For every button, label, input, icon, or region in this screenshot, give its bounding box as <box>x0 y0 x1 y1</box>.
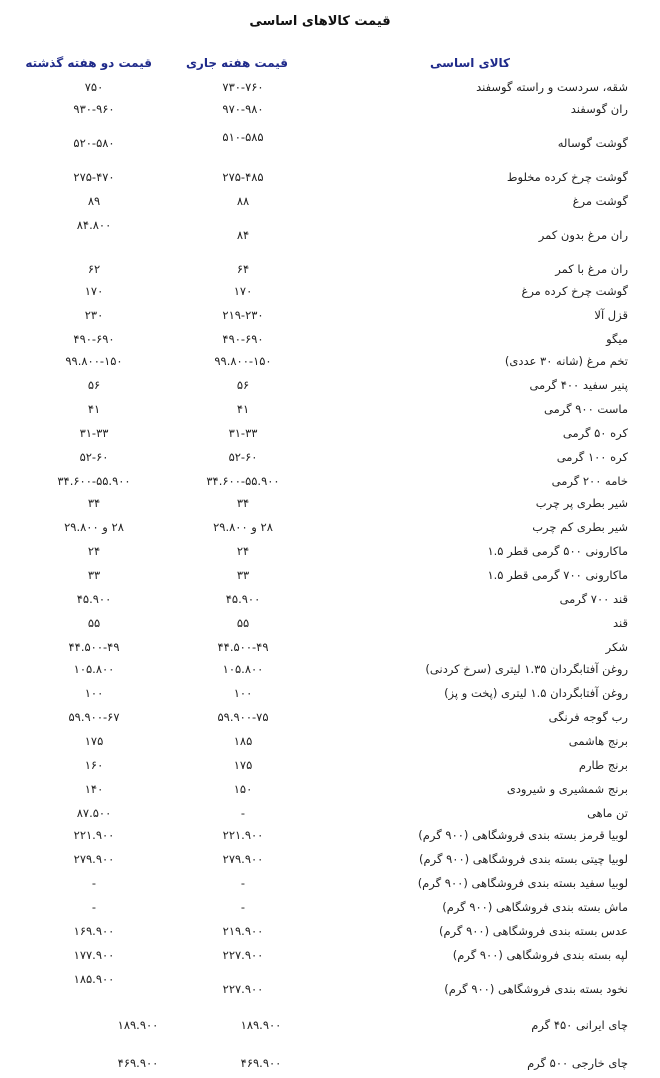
current-price: ۳۴.۶۰۰-۵۵.۹۰۰ <box>206 474 280 488</box>
previous-price: ۱۸۹.۹۰۰ <box>117 1018 159 1032</box>
current-price: ۲۷۹.۹۰۰ <box>222 852 264 866</box>
current-price: ۲۲۷.۹۰۰ <box>222 982 264 996</box>
current-price: ۵۱۰-۵۸۵ <box>222 130 264 144</box>
current-price: ۴۶۹.۹۰۰ <box>240 1056 282 1070</box>
current-price: ۲۱۹-۲۳۰ <box>222 308 264 322</box>
current-price: ۲۲۷.۹۰۰ <box>222 948 264 962</box>
previous-price: ۴۶۹.۹۰۰ <box>117 1056 159 1070</box>
current-price: ۲۸ و ۲۹.۸۰۰ <box>213 520 273 534</box>
current-price: ۱۰۰ <box>233 686 253 700</box>
previous-price: ۵۲۰-۵۸۰ <box>73 136 115 150</box>
current-price: ۱۵۰ <box>233 782 253 796</box>
current-price: ۲۲۱.۹۰۰ <box>222 828 264 842</box>
previous-price: ۲۲۱.۹۰۰ <box>73 828 115 842</box>
previous-price: ۵۶ <box>87 378 101 392</box>
previous-price: ۴۴.۵۰۰-۴۹ <box>68 640 120 654</box>
current-price: ۴۱ <box>236 402 250 416</box>
previous-price: ۲۳۰ <box>84 308 104 322</box>
item-name: لوبیا سفید بسته بندی فروشگاهی (۹۰۰ گرم) <box>417 876 628 890</box>
previous-price: ۷۵۰ <box>84 80 104 94</box>
item-name: گوشت چرخ کرده مخلوط <box>506 170 628 184</box>
item-name: لپه بسته بندی فروشگاهی (۹۰۰ گرم) <box>452 948 628 962</box>
item-name: شیر بطری پر چرب <box>535 496 628 510</box>
current-price: ۱۸۵ <box>233 734 253 748</box>
item-name: کره ۵۰ گرمی <box>562 426 628 440</box>
previous-price: ۱۷۵ <box>84 734 104 748</box>
item-name: عدس بسته بندی فروشگاهی (۹۰۰ گرم) <box>438 924 628 938</box>
current-price: - <box>240 876 246 890</box>
item-name: شکر <box>605 640 628 654</box>
previous-price: ۲۸ و ۲۹.۸۰۰ <box>64 520 124 534</box>
item-name: رب گوجه فرنگی <box>548 710 628 724</box>
item-name: قزل آلا <box>594 308 628 322</box>
item-name: قند <box>612 616 628 630</box>
previous-price: ۱۴۰ <box>84 782 104 796</box>
previous-price: ۱۰۰ <box>84 686 104 700</box>
current-price: ۲۷۵-۴۸۵ <box>222 170 264 184</box>
previous-price: ۳۴ <box>87 496 101 510</box>
item-name: ران مرغ بدون کمر <box>538 228 628 242</box>
previous-price: ۱۸۵.۹۰۰ <box>73 972 115 986</box>
current-price: ۸۸ <box>236 194 250 208</box>
item-name: چای خارجی ۵۰۰ گرم <box>527 1056 628 1070</box>
item-name: برنج هاشمی <box>568 734 628 748</box>
current-price: ۱۰۵.۸۰۰ <box>222 662 264 676</box>
previous-price: ۱۶۹.۹۰۰ <box>73 924 115 938</box>
item-name: ماش بسته بندی فروشگاهی (۹۰۰ گرم) <box>442 900 628 914</box>
header-current-price: قیمت هفته جاری <box>185 56 288 70</box>
previous-price: ۱۷۰ <box>84 284 104 298</box>
previous-price: ۱۶۰ <box>84 758 104 772</box>
previous-price: ۶۲ <box>87 262 101 276</box>
item-name: گوشت مرغ <box>572 194 628 208</box>
item-name: روغن آفتابگردان ۱.۳۵ لیتری (سرخ کردنی) <box>425 662 628 676</box>
current-price: ۳۳ <box>236 568 250 582</box>
previous-price: ۱۷۷.۹۰۰ <box>73 948 115 962</box>
previous-price: ۸۴.۸۰۰ <box>76 218 112 232</box>
current-price: ۵۹.۹۰۰-۷۵ <box>217 710 269 724</box>
item-name: ماکارونی ۷۰۰ گرمی قطر ۱.۵ <box>487 568 628 582</box>
previous-price: ۴۱ <box>87 402 101 416</box>
current-price: ۵۲-۶۰ <box>228 450 258 464</box>
item-name: روغن آفتابگردان ۱.۵ لیتری (پخت و پز) <box>444 686 628 700</box>
item-name: تن ماهی <box>587 806 628 820</box>
previous-price: ۲۷۹.۹۰۰ <box>73 852 115 866</box>
current-price: ۳۱-۳۳ <box>228 426 258 440</box>
current-price: - <box>240 806 246 820</box>
current-price: - <box>240 900 246 914</box>
item-name: شیر بطری کم چرب <box>532 520 628 534</box>
item-name: قند ۷۰۰ گرمی <box>559 592 628 606</box>
current-price: ۸۴ <box>236 228 250 242</box>
previous-price: ۵۵ <box>87 616 101 630</box>
header-previous-price: قیمت دو هفته گذشته <box>25 56 152 70</box>
previous-price: ۵۹.۹۰۰-۶۷ <box>68 710 120 724</box>
previous-price: ۳۱-۳۳ <box>79 426 109 440</box>
current-price: ۴۴.۵۰۰-۴۹ <box>217 640 269 654</box>
current-price: ۵۵ <box>236 616 250 630</box>
previous-price: ۳۴.۶۰۰-۵۵.۹۰۰ <box>57 474 131 488</box>
current-price: ۱۸۹.۹۰۰ <box>240 1018 282 1032</box>
item-name: ران گوسفند <box>570 102 628 116</box>
item-name: لوبیا چیتی بسته بندی فروشگاهی (۹۰۰ گرم) <box>419 852 628 866</box>
previous-price: ۹۹.۸۰۰-۱۵۰ <box>65 354 123 368</box>
item-name: شقه، سردست و راسته گوسفند <box>476 80 628 94</box>
current-price: ۲۴ <box>236 544 250 558</box>
item-name: چای ایرانی ۴۵۰ گرم <box>531 1018 628 1032</box>
previous-price: ۵۲-۶۰ <box>79 450 109 464</box>
previous-price: ۱۰۵.۸۰۰ <box>73 662 115 676</box>
header-item: کالای اساسی <box>430 56 510 70</box>
previous-price: ۸۷.۵۰۰ <box>76 806 112 820</box>
item-name: گوشت گوساله <box>557 136 628 150</box>
current-price: ۶۴ <box>236 262 250 276</box>
previous-price: ۹۳۰-۹۶۰ <box>73 102 115 116</box>
previous-price: ۴۵.۹۰۰ <box>76 592 112 606</box>
previous-price: ۴۹۰-۶۹۰ <box>73 332 115 346</box>
current-price: ۲۱۹.۹۰۰ <box>222 924 264 938</box>
current-price: ۷۳۰-۷۶۰ <box>222 80 264 94</box>
item-name: ماکارونی ۵۰۰ گرمی قطر ۱.۵ <box>487 544 628 558</box>
page-title: قیمت کالاهای اساسی <box>249 14 391 29</box>
current-price: ۴۵.۹۰۰ <box>225 592 261 606</box>
item-name: ران مرغ با کمر <box>555 262 628 276</box>
previous-price: ۲۷۵-۴۷۰ <box>73 170 115 184</box>
item-name: پنیر سفید ۴۰۰ گرمی <box>529 378 628 392</box>
previous-price: ۳۳ <box>87 568 101 582</box>
item-name: لوبیا قرمز بسته بندی فروشگاهی (۹۰۰ گرم) <box>418 828 628 842</box>
previous-price: - <box>91 876 97 890</box>
current-price: ۱۷۰ <box>233 284 253 298</box>
current-price: ۳۴ <box>236 496 250 510</box>
current-price: ۹۹.۸۰۰-۱۵۰ <box>214 354 272 368</box>
current-price: ۱۷۵ <box>233 758 253 772</box>
previous-price: - <box>91 900 97 914</box>
item-name: تخم مرغ (شانه ۳۰ عددی) <box>504 354 628 368</box>
item-name: نخود بسته بندی فروشگاهی (۹۰۰ گرم) <box>444 982 628 996</box>
item-name: برنج شمشیری و شیرودی <box>506 782 628 796</box>
item-name: ماست ۹۰۰ گرمی <box>543 402 628 416</box>
current-price: ۵۶ <box>236 378 250 392</box>
previous-price: ۲۴ <box>87 544 101 558</box>
item-name: برنج طارم <box>578 758 628 772</box>
item-name: میگو <box>606 332 628 346</box>
item-name: خامه ۲۰۰ گرمی <box>551 474 628 488</box>
item-name: کره ۱۰۰ گرمی <box>556 450 628 464</box>
previous-price: ۸۹ <box>87 194 101 208</box>
current-price: ۹۷۰-۹۸۰ <box>222 102 264 116</box>
item-name: گوشت چرخ کرده مرغ <box>521 284 628 298</box>
current-price: ۴۹۰-۶۹۰ <box>222 332 264 346</box>
